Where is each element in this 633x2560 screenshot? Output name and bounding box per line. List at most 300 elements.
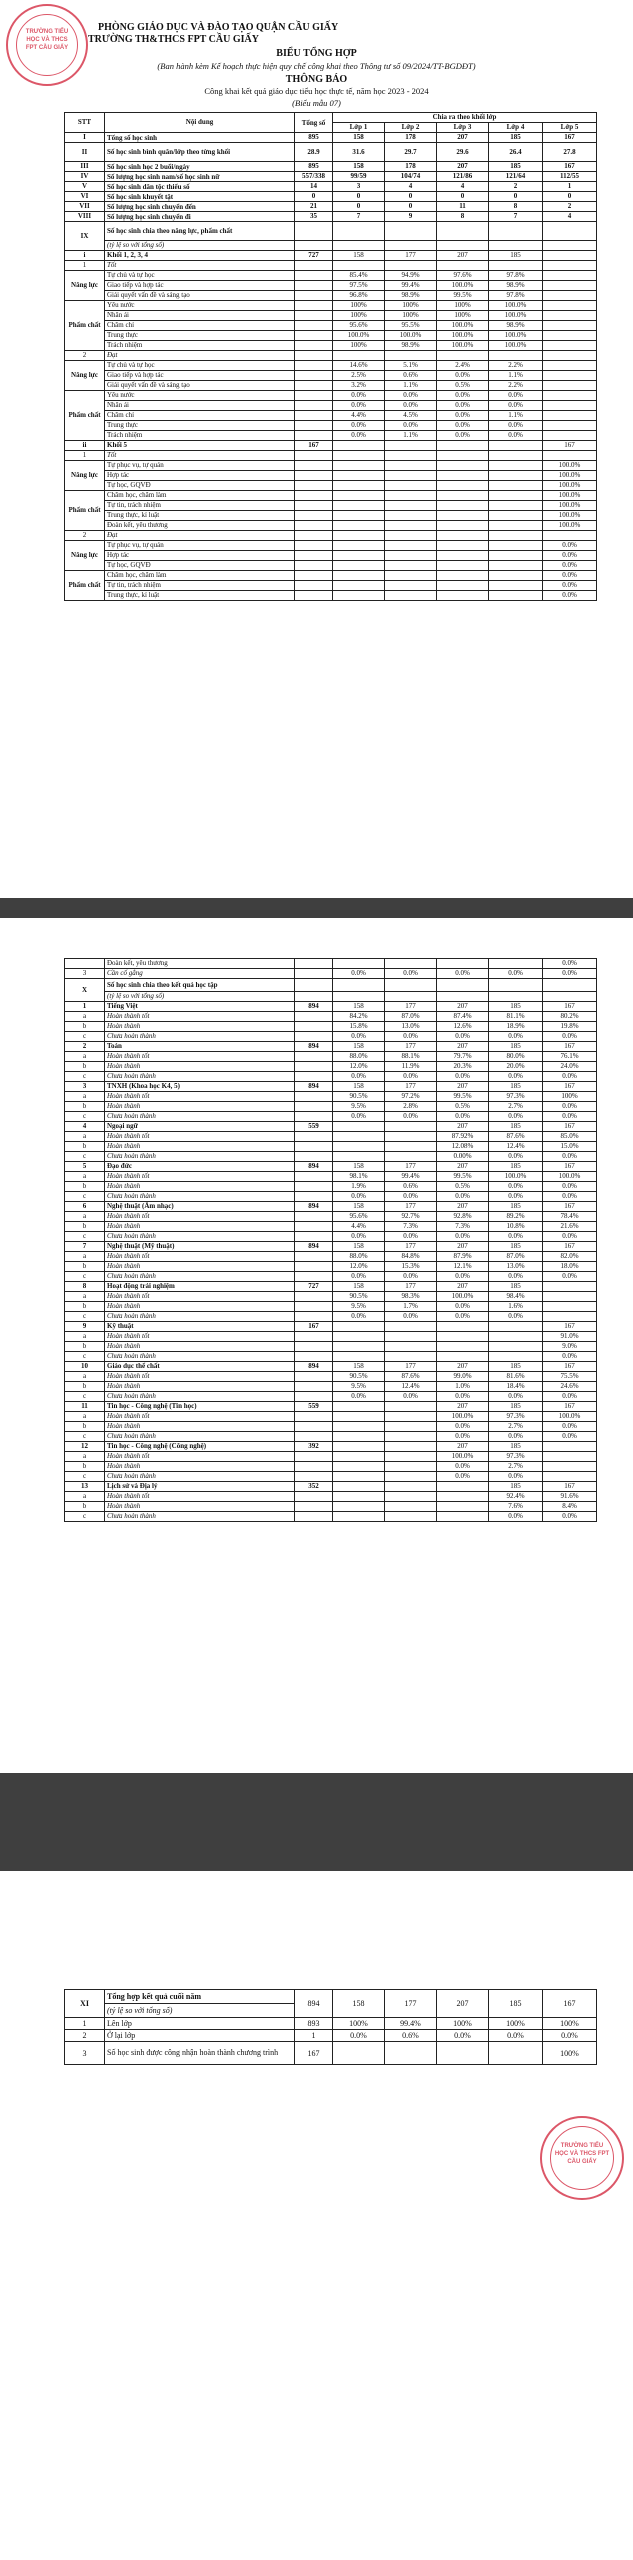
table-cell: 167 bbox=[543, 1482, 597, 1492]
table-row bbox=[65, 1332, 597, 1342]
table-row bbox=[65, 1392, 597, 1402]
table-cell: 100.0% bbox=[437, 341, 489, 351]
table-cell bbox=[333, 222, 385, 241]
table-cell bbox=[543, 451, 597, 461]
table-cell: c bbox=[65, 1192, 105, 1202]
table-cell bbox=[295, 271, 333, 281]
table-cell bbox=[437, 992, 489, 1002]
table-cell: 1.1% bbox=[385, 431, 437, 441]
table-cell bbox=[333, 441, 385, 451]
table-cell: 100.0% bbox=[543, 461, 597, 471]
table-cell: 3 bbox=[333, 182, 385, 192]
table-cell: Nhân ái bbox=[105, 401, 295, 411]
table-cell: 559 bbox=[295, 1122, 333, 1132]
table-cell bbox=[437, 591, 489, 601]
table-cell bbox=[385, 1512, 437, 1522]
table-row bbox=[65, 1472, 597, 1482]
table-cell: Hoàn thành tốt bbox=[105, 1292, 295, 1302]
table-cell: 9.0% bbox=[543, 1342, 597, 1352]
table-cell: 185 bbox=[489, 1242, 543, 1252]
table-cell: Giải quyết vấn đề và sáng tạo bbox=[105, 291, 295, 301]
table-cell: Ngoại ngữ bbox=[105, 1122, 295, 1132]
table-cell bbox=[543, 301, 597, 311]
table-cell bbox=[295, 281, 333, 291]
table-cell: 95.6% bbox=[333, 1212, 385, 1222]
table-row bbox=[65, 1432, 597, 1442]
subject-row bbox=[65, 1002, 597, 1012]
table-cell: 1 bbox=[295, 2030, 333, 2042]
table-row bbox=[65, 1172, 597, 1182]
subject-row bbox=[65, 1322, 597, 1332]
table-row bbox=[65, 182, 597, 192]
table-cell bbox=[437, 461, 489, 471]
table-cell: 0.0% bbox=[543, 2030, 597, 2042]
table-cell bbox=[295, 1022, 333, 1032]
subject-row bbox=[65, 1242, 597, 1252]
table-cell: 98.9% bbox=[489, 321, 543, 331]
table-cell bbox=[437, 571, 489, 581]
table-cell bbox=[437, 471, 489, 481]
table-cell: 100% bbox=[543, 1092, 597, 1102]
table-cell bbox=[295, 1302, 333, 1312]
table-cell: Yêu nước bbox=[105, 301, 295, 311]
table-cell bbox=[295, 1142, 333, 1152]
table-cell: Chưa hoàn thành bbox=[105, 1232, 295, 1242]
table-cell: Số lượng học sinh chuyển đến bbox=[105, 202, 295, 212]
report-page-3 bbox=[0, 1871, 633, 2560]
table-cell: Chăm học, chăm làm bbox=[105, 491, 295, 501]
table-cell bbox=[295, 381, 333, 391]
table-cell: 100% bbox=[333, 301, 385, 311]
table-cell bbox=[543, 222, 597, 241]
table-row bbox=[65, 1192, 597, 1202]
table-row bbox=[65, 261, 597, 271]
table-cell: 0 bbox=[333, 192, 385, 202]
table-cell bbox=[333, 571, 385, 581]
table-cell bbox=[543, 341, 597, 351]
table-cell: 0.0% bbox=[489, 1032, 543, 1042]
table-cell: 167 bbox=[543, 1990, 597, 2018]
table-cell: 89.2% bbox=[489, 1212, 543, 1222]
table-cell: 98.9% bbox=[489, 281, 543, 291]
table-cell: 1 bbox=[65, 261, 105, 271]
table-cell: 14 bbox=[295, 182, 333, 192]
table-row bbox=[65, 1302, 597, 1312]
table-cell: 100.0% bbox=[543, 1412, 597, 1422]
table-row bbox=[65, 1032, 597, 1042]
table-cell bbox=[385, 1342, 437, 1352]
table-cell: 0.0% bbox=[489, 421, 543, 431]
table-cell: 9.5% bbox=[333, 1102, 385, 1112]
table-cell bbox=[385, 1142, 437, 1152]
table-cell: 100.0% bbox=[437, 1452, 489, 1462]
table-cell bbox=[295, 1192, 333, 1202]
table-cell: Chưa hoàn thành bbox=[105, 1392, 295, 1402]
table-cell: 207 bbox=[437, 133, 489, 143]
table-cell: 90.5% bbox=[333, 1292, 385, 1302]
table-cell bbox=[437, 521, 489, 531]
table-row bbox=[65, 1142, 597, 1152]
table-cell: 11 bbox=[65, 1402, 105, 1412]
table-cell bbox=[385, 471, 437, 481]
table-cell bbox=[385, 1132, 437, 1142]
table-cell: 88.0% bbox=[333, 1252, 385, 1262]
table-cell bbox=[385, 581, 437, 591]
table-cell: ii bbox=[65, 441, 105, 451]
table-cell: 158 bbox=[333, 1202, 385, 1212]
table-cell: Giao tiếp và hợp tác bbox=[105, 371, 295, 381]
table-cell: 0.0% bbox=[489, 1512, 543, 1522]
table-cell bbox=[295, 1512, 333, 1522]
table-row bbox=[65, 1262, 597, 1272]
table-cell: 167 bbox=[543, 1042, 597, 1052]
table-cell: 0.0% bbox=[489, 1272, 543, 1282]
table-cell bbox=[385, 1482, 437, 1492]
school-seal: TRƯỜNG TIỂU HỌC VÀ THCS FPT CẦU GIẤY bbox=[540, 2116, 624, 2200]
table-cell: 0.0% bbox=[489, 1392, 543, 1402]
table-cell: 0.0% bbox=[543, 571, 597, 581]
table-row bbox=[65, 1072, 597, 1082]
table-cell: III bbox=[65, 162, 105, 172]
table-cell: 121/64 bbox=[489, 172, 543, 182]
table-cell: 894 bbox=[295, 1162, 333, 1172]
table-cell: 0.0% bbox=[543, 1152, 597, 1162]
table-row bbox=[65, 511, 597, 521]
table-row bbox=[65, 251, 597, 261]
table-cell: a bbox=[65, 1292, 105, 1302]
table-cell: 29.6 bbox=[437, 143, 489, 162]
table-cell: 0.0% bbox=[437, 1312, 489, 1322]
table-cell: 10 bbox=[65, 1362, 105, 1372]
table-cell: 8 bbox=[65, 1282, 105, 1292]
table-cell: 185 bbox=[489, 1082, 543, 1092]
table-cell: 2.7% bbox=[489, 1462, 543, 1472]
header-grade: Lớp 2 bbox=[385, 123, 437, 133]
table-cell: Chưa hoàn thành bbox=[105, 1352, 295, 1362]
table-cell bbox=[295, 331, 333, 341]
table-cell: 0.0% bbox=[333, 1072, 385, 1082]
table-cell: 0 bbox=[385, 202, 437, 212]
table-cell: 0.00% bbox=[437, 1152, 489, 1162]
table-cell bbox=[333, 1442, 385, 1452]
table-cell: 0.0% bbox=[543, 1352, 597, 1362]
table-cell: IX bbox=[65, 222, 105, 251]
table-cell: Năng lực bbox=[65, 461, 105, 491]
table-cell: b bbox=[65, 1222, 105, 1232]
table-row bbox=[65, 481, 597, 491]
table-cell bbox=[295, 992, 333, 1002]
table-cell: 99.5% bbox=[437, 1172, 489, 1182]
table-cell bbox=[333, 1452, 385, 1462]
table-cell: 0.0% bbox=[437, 1422, 489, 1432]
table-row bbox=[65, 431, 597, 441]
table-cell: 0.0% bbox=[489, 391, 543, 401]
table-row bbox=[65, 311, 597, 321]
table-cell: 167 bbox=[543, 1242, 597, 1252]
table-row bbox=[65, 501, 597, 511]
table-cell: 97.3% bbox=[489, 1452, 543, 1462]
table-cell bbox=[295, 551, 333, 561]
table-cell: 0.0% bbox=[333, 1112, 385, 1122]
table-cell bbox=[333, 1322, 385, 1332]
table-cell: 0.0% bbox=[437, 1432, 489, 1442]
table-cell: 27.8 bbox=[543, 143, 597, 162]
table-cell: Hoàn thành tốt bbox=[105, 1092, 295, 1102]
table-row bbox=[65, 1382, 597, 1392]
table-cell: 185 bbox=[489, 1442, 543, 1452]
table-cell: 158 bbox=[333, 1990, 385, 2018]
table-cell bbox=[295, 1172, 333, 1182]
table-cell bbox=[385, 1422, 437, 1432]
table-cell: 29.7 bbox=[385, 143, 437, 162]
year-end-table bbox=[64, 1989, 597, 2065]
table-cell bbox=[295, 571, 333, 581]
table-cell bbox=[385, 1122, 437, 1132]
table-cell: 177 bbox=[385, 1202, 437, 1212]
table-cell: a bbox=[65, 1332, 105, 1342]
table-cell: 3 bbox=[65, 1082, 105, 1092]
table-cell bbox=[295, 261, 333, 271]
table-cell: 178 bbox=[385, 133, 437, 143]
table-cell: 167 bbox=[543, 1002, 597, 1012]
table-cell: 0 bbox=[543, 192, 597, 202]
table-cell: Phẩm chất bbox=[65, 571, 105, 601]
table-cell bbox=[295, 311, 333, 321]
table-cell: 5 bbox=[65, 1162, 105, 1172]
table-row bbox=[65, 2042, 597, 2065]
table-cell: Phẩm chất bbox=[65, 391, 105, 441]
table-cell bbox=[437, 1342, 489, 1352]
table-cell: b bbox=[65, 1022, 105, 1032]
table-cell: 97.2% bbox=[385, 1092, 437, 1102]
table-row bbox=[65, 421, 597, 431]
table-cell: 4 bbox=[543, 212, 597, 222]
table-cell: 1.1% bbox=[489, 371, 543, 381]
table-cell: 207 bbox=[437, 1282, 489, 1292]
table-cell bbox=[385, 1332, 437, 1342]
table-cell: 96.8% bbox=[333, 291, 385, 301]
table-cell bbox=[385, 261, 437, 271]
table-cell: Hoàn thành bbox=[105, 1262, 295, 1272]
report-page-2 bbox=[0, 918, 633, 1773]
table-cell bbox=[295, 1102, 333, 1112]
table-cell: Tốt bbox=[105, 261, 295, 271]
table-cell: 167 bbox=[543, 1162, 597, 1172]
table-cell bbox=[437, 1512, 489, 1522]
table-cell: 78.4% bbox=[543, 1212, 597, 1222]
table-cell bbox=[295, 361, 333, 371]
table-cell: 0.0% bbox=[333, 2030, 385, 2042]
table-cell: 158 bbox=[333, 1162, 385, 1172]
table-cell: 100.0% bbox=[489, 331, 543, 341]
table-cell bbox=[489, 959, 543, 969]
table-cell: 85.4% bbox=[333, 271, 385, 281]
table-cell: 0.0% bbox=[437, 421, 489, 431]
table-cell: 727 bbox=[295, 251, 333, 261]
table-cell bbox=[437, 261, 489, 271]
table-cell: 92.4% bbox=[489, 1492, 543, 1502]
table-cell bbox=[489, 222, 543, 241]
table-row bbox=[65, 471, 597, 481]
table-cell: 0.0% bbox=[543, 591, 597, 601]
table-cell: 207 bbox=[437, 251, 489, 261]
table-cell bbox=[543, 271, 597, 281]
table-cell bbox=[489, 541, 543, 551]
table-cell bbox=[295, 241, 333, 251]
table-cell: 893 bbox=[295, 2018, 333, 2030]
table-cell: 0.5% bbox=[437, 1102, 489, 1112]
table-cell: 158 bbox=[333, 1282, 385, 1292]
table-cell bbox=[295, 1062, 333, 1072]
table-cell: Phẩm chất bbox=[65, 491, 105, 531]
table-row bbox=[65, 1102, 597, 1112]
table-cell: 158 bbox=[333, 1242, 385, 1252]
table-cell: 12.08% bbox=[437, 1142, 489, 1152]
table-cell: 4 bbox=[437, 182, 489, 192]
table-row bbox=[65, 241, 597, 251]
table-row bbox=[65, 172, 597, 182]
notice-title: THÔNG BÁO bbox=[285, 74, 348, 85]
table-cell bbox=[543, 361, 597, 371]
table-cell: 4.4% bbox=[333, 411, 385, 421]
table-cell: 12.4% bbox=[489, 1142, 543, 1152]
table-cell: 0.6% bbox=[385, 2030, 437, 2042]
table-cell bbox=[437, 451, 489, 461]
table-row bbox=[65, 351, 597, 361]
table-cell bbox=[385, 461, 437, 471]
table-cell: 94.9% bbox=[385, 271, 437, 281]
table-cell bbox=[385, 1492, 437, 1502]
table-cell bbox=[295, 1292, 333, 1302]
table-cell bbox=[295, 1412, 333, 1422]
table-row bbox=[65, 291, 597, 301]
table-cell bbox=[333, 992, 385, 1002]
table-cell: c bbox=[65, 1472, 105, 1482]
table-cell: 87.92% bbox=[437, 1132, 489, 1142]
table-cell: 0.0% bbox=[333, 1392, 385, 1402]
table-cell: 18.9% bbox=[489, 1022, 543, 1032]
table-cell bbox=[543, 1472, 597, 1482]
table-cell bbox=[295, 1452, 333, 1462]
table-cell: Hoàn thành bbox=[105, 1382, 295, 1392]
table-cell: 185 bbox=[489, 251, 543, 261]
table-cell: b bbox=[65, 1142, 105, 1152]
table-cell: 167 bbox=[295, 2042, 333, 2065]
table-cell: Tự phục vụ, tự quản bbox=[105, 461, 295, 471]
table-cell: 0.0% bbox=[437, 431, 489, 441]
table-cell bbox=[385, 511, 437, 521]
table-row bbox=[65, 143, 597, 162]
table-row bbox=[65, 1462, 597, 1472]
table-cell bbox=[489, 351, 543, 361]
table-cell: 0.0% bbox=[333, 1232, 385, 1242]
table-cell bbox=[333, 491, 385, 501]
table-cell bbox=[543, 391, 597, 401]
table-row bbox=[65, 301, 597, 311]
table-cell: 100% bbox=[333, 311, 385, 321]
table-cell: Nghệ thuật (Mỹ thuật) bbox=[105, 1242, 295, 1252]
table-cell bbox=[437, 1502, 489, 1512]
table-cell: (tỷ lệ so với tổng số) bbox=[105, 241, 295, 251]
table-cell: c bbox=[65, 1032, 105, 1042]
table-cell: 87.6% bbox=[489, 1132, 543, 1142]
table-cell bbox=[385, 222, 437, 241]
table-cell bbox=[437, 531, 489, 541]
table-cell: 2.4% bbox=[437, 361, 489, 371]
table-cell: 100.0% bbox=[489, 1172, 543, 1182]
table-cell: 207 bbox=[437, 1990, 489, 2018]
table-cell: 0.0% bbox=[489, 1112, 543, 1122]
table-cell bbox=[333, 1142, 385, 1152]
table-cell: 87.6% bbox=[385, 1372, 437, 1382]
table-cell bbox=[543, 411, 597, 421]
table-cell: 0.6% bbox=[385, 1182, 437, 1192]
table-cell: 185 bbox=[489, 1482, 543, 1492]
table-cell: b bbox=[65, 1382, 105, 1392]
table-cell bbox=[295, 1352, 333, 1362]
table-cell: Đoàn kết, yêu thương bbox=[105, 959, 295, 969]
table-cell bbox=[385, 1452, 437, 1462]
table-cell: 13 bbox=[65, 1482, 105, 1492]
table-cell: 0.0% bbox=[543, 581, 597, 591]
table-cell: 0.0% bbox=[437, 391, 489, 401]
table-cell bbox=[295, 401, 333, 411]
table-cell: 84.8% bbox=[385, 1252, 437, 1262]
table-cell bbox=[489, 491, 543, 501]
table-cell: Hoàn thành bbox=[105, 1102, 295, 1112]
table-cell: 12.4% bbox=[385, 1382, 437, 1392]
table-cell: 352 bbox=[295, 1482, 333, 1492]
table-cell: 8.4% bbox=[543, 1502, 597, 1512]
table-row bbox=[65, 1312, 597, 1322]
table-cell: Trách nhiệm bbox=[105, 431, 295, 441]
table-cell bbox=[333, 451, 385, 461]
table-header-row bbox=[65, 113, 597, 123]
table-cell: 177 bbox=[385, 1082, 437, 1092]
table-cell bbox=[489, 1322, 543, 1332]
table-cell: 15.0% bbox=[543, 1142, 597, 1152]
table-cell bbox=[385, 1402, 437, 1412]
subject-row bbox=[65, 1122, 597, 1132]
table-cell: 0.0% bbox=[385, 1312, 437, 1322]
table-cell bbox=[295, 531, 333, 541]
table-cell: 76.1% bbox=[543, 1052, 597, 1062]
table-cell: c bbox=[65, 1112, 105, 1122]
table-cell bbox=[333, 581, 385, 591]
table-cell bbox=[295, 1392, 333, 1402]
table-cell: b bbox=[65, 1302, 105, 1312]
table-cell: Giao tiếp và hợp tác bbox=[105, 281, 295, 291]
table-cell: Hoàn thành tốt bbox=[105, 1492, 295, 1502]
table-cell: Yêu nước bbox=[105, 391, 295, 401]
table-cell bbox=[295, 471, 333, 481]
table-row bbox=[65, 461, 597, 471]
table-cell: 0.5% bbox=[437, 1182, 489, 1192]
table-cell: 18.0% bbox=[543, 1262, 597, 1272]
table-cell: b bbox=[65, 1342, 105, 1352]
subject-row bbox=[65, 1202, 597, 1212]
table-cell bbox=[489, 531, 543, 541]
table-row bbox=[65, 1112, 597, 1122]
table-cell: 167 bbox=[543, 1402, 597, 1412]
table-cell bbox=[295, 341, 333, 351]
table-cell: 2 bbox=[543, 202, 597, 212]
table-cell bbox=[385, 571, 437, 581]
table-cell bbox=[295, 1152, 333, 1162]
table-cell bbox=[295, 979, 333, 992]
table-cell bbox=[295, 521, 333, 531]
table-cell: 0.0% bbox=[333, 401, 385, 411]
